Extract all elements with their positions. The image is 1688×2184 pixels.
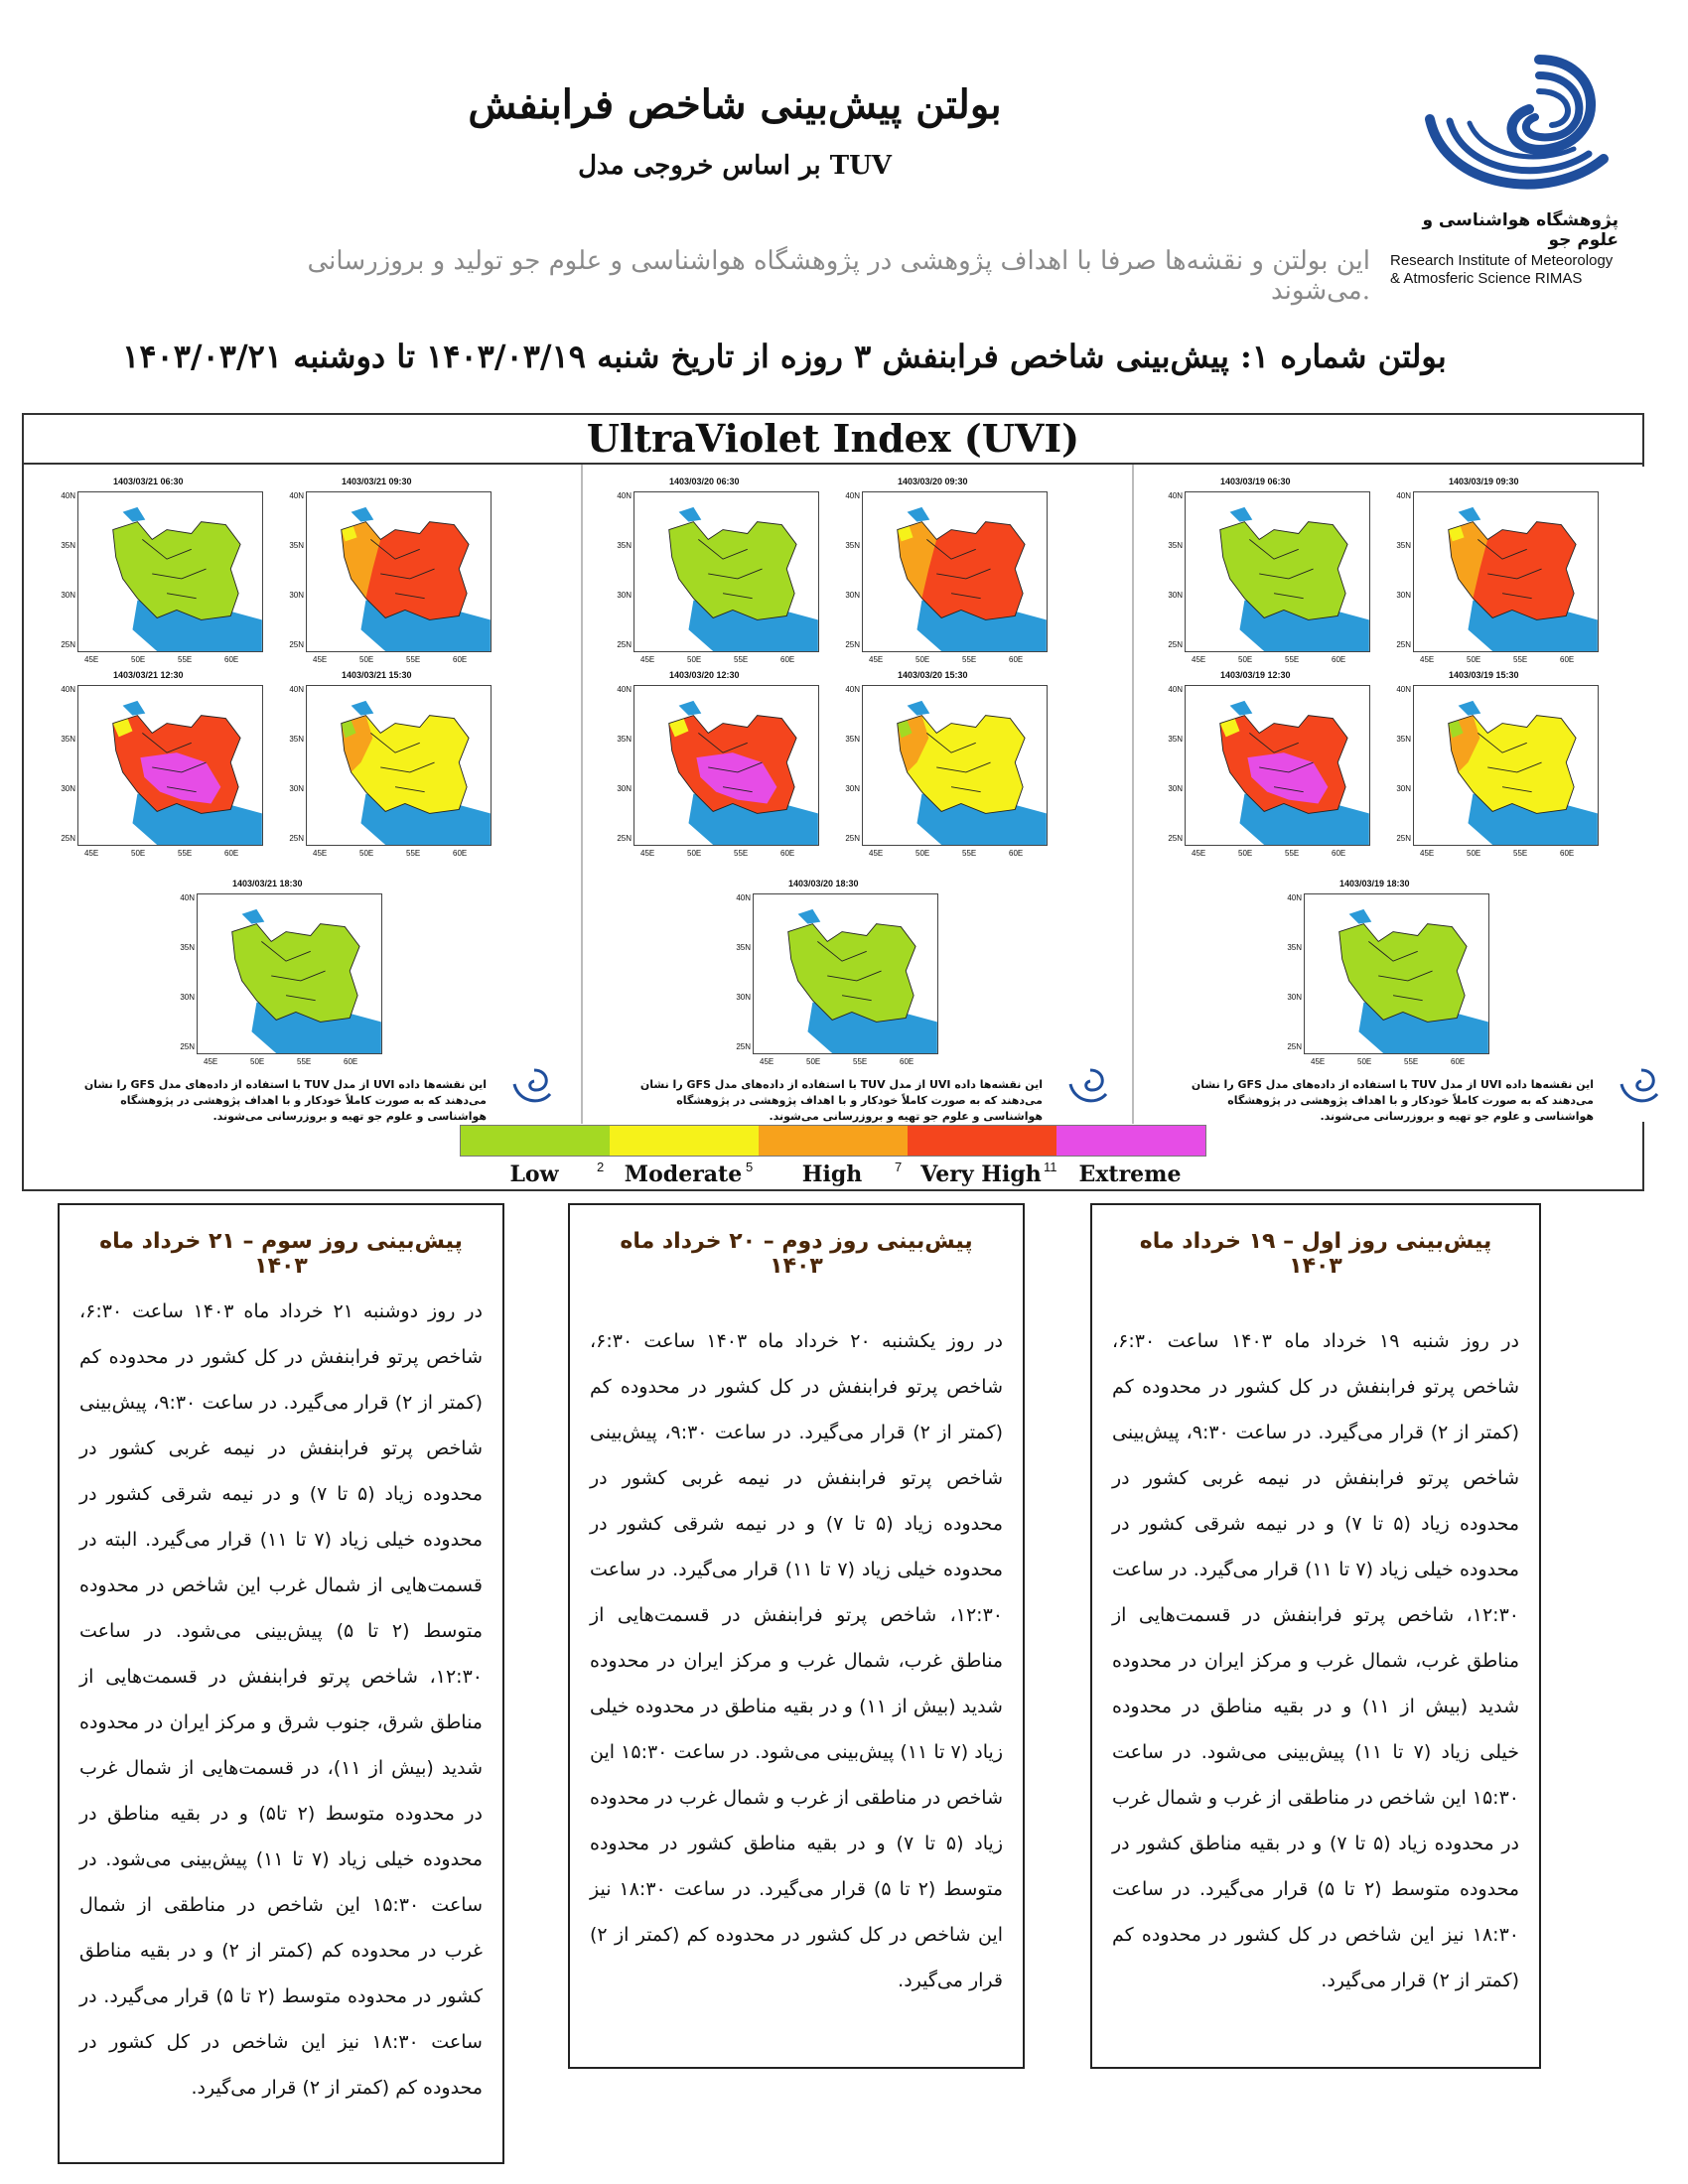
legend-swatch	[759, 1126, 908, 1156]
lat-tick-label: 35N	[1168, 541, 1183, 550]
map-timestamp: 1403/03/19 06:30	[1220, 477, 1291, 486]
map-timestamp: 1403/03/21 09:30	[342, 477, 412, 486]
map-frame	[77, 491, 263, 652]
uvi-map	[278, 477, 501, 680]
lon-tick-label: 60E	[900, 1057, 914, 1066]
lon-tick-label: 60E	[453, 655, 468, 664]
uvi-map	[50, 477, 273, 680]
uvi-map	[834, 670, 1057, 874]
lat-tick-label: 35N	[61, 541, 75, 550]
lat-tick-label: 25N	[1396, 834, 1411, 843]
lon-tick-label: 45E	[84, 655, 99, 664]
map-timestamp: 1403/03/19 15:30	[1449, 670, 1519, 680]
lon-tick-label: 45E	[869, 655, 884, 664]
lat-tick-label: 35N	[617, 735, 632, 744]
lat-tick-label: 35N	[845, 541, 860, 550]
lat-tick-label: 35N	[61, 735, 75, 744]
lon-tick-label: 50E	[1357, 1057, 1372, 1066]
institute-name-en-2: & Atmosferic Science RIMAS	[1390, 270, 1583, 287]
iran-map-icon	[1414, 492, 1598, 651]
map-frame	[1413, 685, 1599, 846]
lat-tick-label: 30N	[845, 591, 860, 600]
lon-tick-label: 45E	[640, 849, 655, 858]
map-timestamp: 1403/03/21 15:30	[342, 670, 412, 680]
lat-tick-label: 30N	[1168, 784, 1183, 793]
lon-tick-label: 60E	[344, 1057, 358, 1066]
map-frame	[1413, 491, 1599, 652]
uvi-map	[725, 879, 948, 1082]
panel-source-note: این نقشه‌ها داده UVI از مدل TUV با استفاده از داده‌های مدل GFS را نشان می‌دهند که به صورت کاملاً خودکار و با اهداف پژوهشی در پژوهشگاه هواشناسی و علوم جو تهیه و بروزرسانی می‌شوند.	[639, 1078, 1043, 1123]
lat-tick-label: 40N	[1396, 685, 1411, 694]
lon-tick-label: 60E	[1009, 849, 1024, 858]
map-timestamp: 1403/03/20 15:30	[898, 670, 968, 680]
iran-map-icon	[78, 686, 262, 845]
uvi-map	[1276, 879, 1499, 1082]
lat-tick-label: 25N	[845, 834, 860, 843]
lat-tick-label: 40N	[1287, 893, 1302, 902]
lat-tick-label: 25N	[617, 834, 632, 843]
legend-threshold: 7	[895, 1160, 903, 1174]
lon-tick-label: 55E	[178, 849, 193, 858]
lon-tick-label: 60E	[1332, 849, 1346, 858]
lat-tick-label: 25N	[1396, 640, 1411, 649]
lon-tick-label: 45E	[760, 1057, 774, 1066]
lon-tick-label: 60E	[1451, 1057, 1466, 1066]
lon-tick-label: 55E	[406, 655, 421, 664]
panel-divider	[581, 465, 583, 1124]
lat-tick-label: 40N	[845, 491, 860, 500]
iran-map-icon	[1186, 686, 1369, 845]
rimas-mini-logo-icon	[1614, 1064, 1661, 1112]
map-timestamp: 1403/03/19 09:30	[1449, 477, 1519, 486]
lat-tick-label: 35N	[736, 943, 751, 952]
map-frame	[862, 491, 1048, 652]
lat-tick-label: 40N	[289, 685, 304, 694]
lat-tick-label: 25N	[1168, 834, 1183, 843]
iran-map-icon	[307, 492, 491, 651]
lon-tick-label: 50E	[806, 1057, 821, 1066]
iran-map-icon	[1186, 492, 1369, 651]
uvi-legend-bar	[460, 1125, 1206, 1157]
lat-tick-label: 25N	[736, 1042, 751, 1051]
disclaimer-text: این بولتن و نقشه‌ها صرفا با اهداف پژوهشی در پژوهشگاه هواشناسی و علوم جو تولید و بروزرسانی می‌شوند.	[307, 246, 1370, 306]
lon-tick-label: 45E	[869, 849, 884, 858]
lat-tick-label: 35N	[1287, 943, 1302, 952]
legend-swatch	[610, 1126, 759, 1156]
lat-tick-label: 30N	[180, 993, 195, 1002]
lat-tick-label: 25N	[617, 640, 632, 649]
lon-tick-label: 55E	[962, 655, 977, 664]
lat-tick-label: 35N	[180, 943, 195, 952]
map-timestamp: 1403/03/20 12:30	[669, 670, 740, 680]
uvi-map	[169, 879, 392, 1082]
map-frame	[633, 685, 819, 846]
bulletin-number-line: بولتن شماره ۱: پیش‌بینی شاخص فرابنفش ۳ روزه از تاریخ شنبه ۱۴۰۳/۰۳/۱۹ تا دوشنبه ۱۴۰۳/۰۳/۲۱	[122, 338, 1447, 375]
lon-tick-label: 50E	[915, 849, 930, 858]
day3-forecast-box	[58, 1203, 504, 2164]
lat-tick-label: 40N	[617, 685, 632, 694]
map-frame	[633, 491, 819, 652]
map-timestamp: 1403/03/21 18:30	[232, 879, 303, 888]
uvi-map	[1385, 477, 1609, 680]
uvi-map	[606, 670, 829, 874]
lon-tick-label: 50E	[687, 655, 702, 664]
lon-tick-label: 55E	[1285, 655, 1300, 664]
lat-tick-label: 40N	[180, 893, 195, 902]
bulletin-title: بولتن پیش‌بینی شاخص فرابنفش	[468, 81, 1002, 128]
lon-tick-label: 50E	[131, 655, 146, 664]
map-timestamp: 1403/03/19 12:30	[1220, 670, 1291, 680]
uvi-map	[606, 477, 829, 680]
lat-tick-label: 35N	[289, 541, 304, 550]
lat-tick-label: 30N	[1396, 591, 1411, 600]
lat-tick-label: 25N	[845, 640, 860, 649]
lon-tick-label: 45E	[313, 655, 328, 664]
rimas-mini-logo-icon	[1062, 1064, 1110, 1112]
day1-forecast-box	[1090, 1203, 1541, 2069]
lon-tick-label: 60E	[1332, 655, 1346, 664]
lat-tick-label: 35N	[1396, 541, 1411, 550]
lon-tick-label: 45E	[1420, 655, 1435, 664]
map-timestamp: 1403/03/19 18:30	[1339, 879, 1410, 888]
legend-swatch	[461, 1126, 610, 1156]
lat-tick-label: 30N	[1287, 993, 1302, 1002]
lat-tick-label: 40N	[1396, 491, 1411, 500]
day3-forecast-title: پیش‌بینی روز سوم – ۲۱ خرداد ماه ۱۴۰۳	[99, 1229, 463, 1279]
legend-label: Moderate	[624, 1161, 743, 1187]
day2-forecast-text: در روز یکشنبه ۲۰ خرداد ماه ۱۴۰۳ ساعت ۶:۳۰، شاخص پرتو فرابنفش در کل کشور در محدوده کم (کمتر از ۲) قرار می‌گیرد. در ساعت ۹:۳۰، پیش‌بینی شاخص پرتو فرابنفش در نیمه غربی کشور در محدوده زیاد (۵ تا ۷) و در نیمه شرقی کشور در محدوده خیلی زیاد (۷ تا ۱۱) قرار می‌گیرد. در ساعت ۱۲:۳۰، شاخص پرتو فرابنفش در قسمت‌هایی از مناطق غرب، شمال غرب و مرکز ایران در محدوده شدید (بیش از ۱۱) و در بقیه مناطق در محدوده خیلی زیاد (۷ تا ۱۱) پیش‌بینی می‌شود. در ساعت ۱۵:۳۰ این شاخص در مناطقی از غرب و شمال غرب در محدوده زیاد (۵ تا ۷) و در بقیه مناطق کشور در محدوده متوسط (۲ تا ۵) قرار می‌گیرد. در ساعت ۱۸:۳۰ نیز این شاخص در کل کشور در محدوده کم (کمتر از ۲) قرار می‌گیرد.	[590, 1330, 1004, 1991]
lon-tick-label: 50E	[359, 849, 374, 858]
lon-tick-label: 55E	[1285, 849, 1300, 858]
lon-tick-label: 55E	[178, 655, 193, 664]
lat-tick-label: 30N	[61, 591, 75, 600]
lon-tick-label: 55E	[406, 849, 421, 858]
uvi-map	[50, 670, 273, 874]
lon-tick-label: 55E	[734, 655, 749, 664]
map-frame	[77, 685, 263, 846]
lat-tick-label: 25N	[1287, 1042, 1302, 1051]
lon-tick-label: 45E	[1311, 1057, 1326, 1066]
lat-tick-label: 30N	[736, 993, 751, 1002]
panel-source-note: این نقشه‌ها داده UVI از مدل TUV با استفاده از داده‌های مدل GFS را نشان می‌دهند که به صورت کاملاً خودکار و با اهداف پژوهشی در پژوهشگاه هواشناسی و علوم جو تهیه و بروزرسانی می‌شوند.	[83, 1078, 487, 1123]
uvi-panel-1403-03-21	[40, 467, 576, 1122]
legend-label: Very High	[920, 1161, 1042, 1187]
lat-tick-label: 30N	[617, 591, 632, 600]
day1-forecast-text: در روز شنبه ۱۹ خرداد ماه ۱۴۰۳ ساعت ۶:۳۰، شاخص پرتو فرابنفش در کل کشور در محدوده کم (کمتر از ۲) قرار می‌گیرد. در ساعت ۹:۳۰، پیش‌بینی شاخص پرتو فرابنفش در نیمه غربی کشور در محدوده زیاد (۵ تا ۷) و در نیمه شرقی کشور در محدوده خیلی زیاد (۷ تا ۱۱) قرار می‌گیرد. در ساعت ۱۲:۳۰، شاخص پرتو فرابنفش در قسمت‌هایی از مناطق غرب، شمال غرب و مرکز ایران در محدوده شدید (بیش از ۱۱) و در بقیه مناطق در محدوده خیلی زیاد (۷ تا ۱۱) پیش‌بینی می‌شود. در ساعت ۱۵:۳۰ این شاخص در مناطقی از غرب و شمال غرب در محدوده زیاد (۵ تا ۷) و در بقیه مناطق کشور در محدوده متوسط (۲ تا ۵) قرار می‌گیرد. در ساعت ۱۸:۳۰ نیز این شاخص در کل کشور در محدوده کم (کمتر از ۲) قرار می‌گیرد.	[1112, 1330, 1520, 1991]
uvi-figure-title: UltraViolet Index (UVI)	[24, 415, 1642, 465]
rimas-mini-logo-icon	[506, 1064, 554, 1112]
day3-forecast-text: در روز دوشنبه ۲۱ خرداد ماه ۱۴۰۳ ساعت ۶:۳۰، شاخص پرتو فرابنفش در کل کشور در محدوده کم (کمتر از ۲) قرار می‌گیرد. در ساعت ۹:۳۰، پیش‌بینی شاخص پرتو فرابنفش در نیمه غربی کشور در محدوده زیاد (۵ تا ۷) و در نیمه شرقی کشور در محدوده خیلی زیاد (۷ تا ۱۱) قرار می‌گیرد. البته در قسمت‌هایی از شمال غرب این شاخص در محدوده متوسط (۲ تا ۵) پیش‌بینی می‌شود. در ساعت ۱۲:۳۰، شاخص پرتو فرابنفش در قسمت‌هایی از مناطق شرق، جنوب شرق و مرکز ایران در محدوده شدید (بیش از ۱۱)، در قسمت‌هایی از شمال غرب در محدوده متوسط (۲ تا۵) و در بقیه مناطق در محدوده خیلی زیاد (۷ تا ۱۱) پیش‌بینی می‌شود. در ساعت ۱۵:۳۰ این شاخص در مناطقی از شمال غرب در محدوده کم (کمتر از ۲) و در بقیه مناطق کشور در محدوده متوسط (۲ تا ۵) قرار می‌گیرد. در ساعت ۱۸:۳۰ نیز این شاخص در کل کشور در محدوده کم (کمتر از ۲) قرار می‌گیرد.	[79, 1300, 484, 2099]
legend-swatch	[1056, 1126, 1205, 1156]
map-frame	[306, 685, 492, 846]
lon-tick-label: 60E	[780, 655, 795, 664]
lat-tick-label: 40N	[61, 491, 75, 500]
iran-map-icon	[78, 492, 262, 651]
uvi-panel-1403-03-20	[596, 467, 1132, 1122]
legend-label: High	[801, 1161, 863, 1187]
map-frame	[753, 893, 938, 1054]
uvi-map	[278, 670, 501, 874]
day2-forecast-box	[568, 1203, 1025, 2069]
lat-tick-label: 40N	[289, 491, 304, 500]
uvi-map	[834, 477, 1057, 680]
lat-tick-label: 30N	[845, 784, 860, 793]
lat-tick-label: 35N	[845, 735, 860, 744]
iran-map-icon	[863, 492, 1047, 651]
map-frame	[306, 491, 492, 652]
uvi-map	[1157, 670, 1380, 874]
rimas-logo-icon	[1390, 40, 1618, 208]
map-frame	[1304, 893, 1489, 1054]
iran-map-icon	[634, 492, 818, 651]
map-timestamp: 1403/03/20 18:30	[788, 879, 859, 888]
lat-tick-label: 25N	[61, 640, 75, 649]
lat-tick-label: 40N	[845, 685, 860, 694]
map-timestamp: 1403/03/20 06:30	[669, 477, 740, 486]
map-frame	[1185, 491, 1370, 652]
lon-tick-label: 45E	[1192, 655, 1206, 664]
lon-tick-label: 50E	[1238, 655, 1253, 664]
lat-tick-label: 25N	[61, 834, 75, 843]
lat-tick-label: 25N	[289, 640, 304, 649]
iran-map-icon	[1414, 686, 1598, 845]
legend-threshold: 5	[746, 1160, 754, 1174]
lat-tick-label: 30N	[61, 784, 75, 793]
lat-tick-label: 35N	[1396, 735, 1411, 744]
iran-map-icon	[634, 686, 818, 845]
lat-tick-label: 25N	[289, 834, 304, 843]
lon-tick-label: 50E	[1467, 849, 1481, 858]
lon-tick-label: 60E	[780, 849, 795, 858]
lon-tick-label: 45E	[84, 849, 99, 858]
lat-tick-label: 40N	[617, 491, 632, 500]
lon-tick-label: 60E	[453, 849, 468, 858]
lon-tick-label: 60E	[1560, 849, 1575, 858]
lat-tick-label: 35N	[617, 541, 632, 550]
lon-tick-label: 45E	[204, 1057, 218, 1066]
iran-map-icon	[754, 894, 937, 1053]
lon-tick-label: 55E	[1513, 655, 1528, 664]
map-frame	[862, 685, 1048, 846]
lon-tick-label: 50E	[1238, 849, 1253, 858]
lon-tick-label: 45E	[640, 655, 655, 664]
legend-label: Low	[509, 1161, 559, 1187]
lon-tick-label: 50E	[250, 1057, 265, 1066]
map-frame	[197, 893, 382, 1054]
lon-tick-label: 45E	[1192, 849, 1206, 858]
lat-tick-label: 30N	[1396, 784, 1411, 793]
lat-tick-label: 35N	[1168, 735, 1183, 744]
iran-map-icon	[198, 894, 381, 1053]
legend-threshold: 11	[1044, 1160, 1057, 1174]
lon-tick-label: 60E	[1009, 655, 1024, 664]
lon-tick-label: 60E	[1560, 655, 1575, 664]
lon-tick-label: 60E	[224, 849, 239, 858]
lat-tick-label: 40N	[736, 893, 751, 902]
lat-tick-label: 30N	[289, 784, 304, 793]
lat-tick-label: 40N	[1168, 491, 1183, 500]
lat-tick-label: 30N	[1168, 591, 1183, 600]
lon-tick-label: 55E	[962, 849, 977, 858]
lat-tick-label: 30N	[289, 591, 304, 600]
map-timestamp: 1403/03/20 09:30	[898, 477, 968, 486]
iran-map-icon	[307, 686, 491, 845]
lon-tick-label: 50E	[131, 849, 146, 858]
day1-forecast-title: پیش‌بینی روز اول – ۱۹ خرداد ماه ۱۴۰۳	[1139, 1229, 1492, 1279]
lon-tick-label: 50E	[359, 655, 374, 664]
lon-tick-label: 50E	[687, 849, 702, 858]
map-frame	[1185, 685, 1370, 846]
institute-name-en: Research Institute of Meteorology	[1390, 252, 1614, 269]
lat-tick-label: 25N	[1168, 640, 1183, 649]
lat-tick-label: 30N	[617, 784, 632, 793]
panel-source-note: این نقشه‌ها داده UVI از مدل TUV با استفاده از داده‌های مدل GFS را نشان می‌دهند که به صورت کاملاً خودکار و با اهداف پژوهشی در پژوهشگاه هواشناسی و علوم جو تهیه و بروزرسانی می‌شوند.	[1191, 1078, 1594, 1123]
lon-tick-label: 55E	[1404, 1057, 1419, 1066]
iran-map-icon	[1305, 894, 1488, 1053]
legend-threshold: 2	[597, 1160, 605, 1174]
legend-swatch	[908, 1126, 1056, 1156]
lon-tick-label: 55E	[297, 1057, 312, 1066]
legend-label: Extreme	[1078, 1161, 1182, 1187]
lon-tick-label: 45E	[313, 849, 328, 858]
lon-tick-label: 50E	[1467, 655, 1481, 664]
lon-tick-label: 60E	[224, 655, 239, 664]
lon-tick-label: 55E	[1513, 849, 1528, 858]
iran-map-icon	[863, 686, 1047, 845]
map-timestamp: 1403/03/21 12:30	[113, 670, 184, 680]
bulletin-subtitle: بر اساس خروجی مدل TUV	[578, 151, 892, 181]
lat-tick-label: 40N	[61, 685, 75, 694]
panel-divider	[1132, 465, 1134, 1124]
lon-tick-label: 55E	[734, 849, 749, 858]
uvi-map	[1157, 477, 1380, 680]
uvi-map	[1385, 670, 1609, 874]
lat-tick-label: 25N	[180, 1042, 195, 1051]
lat-tick-label: 35N	[289, 735, 304, 744]
map-timestamp: 1403/03/21 06:30	[113, 477, 184, 486]
lon-tick-label: 45E	[1420, 849, 1435, 858]
uvi-panel-1403-03-19	[1147, 467, 1683, 1122]
lat-tick-label: 40N	[1168, 685, 1183, 694]
day2-forecast-title: پیش‌بینی روز دوم – ۲۰ خرداد ماه ۱۴۰۳	[620, 1229, 973, 1279]
lon-tick-label: 55E	[853, 1057, 868, 1066]
lon-tick-label: 50E	[915, 655, 930, 664]
institute-name-fa: پژوهشگاه هواشناسی و علوم جو	[1422, 210, 1618, 250]
